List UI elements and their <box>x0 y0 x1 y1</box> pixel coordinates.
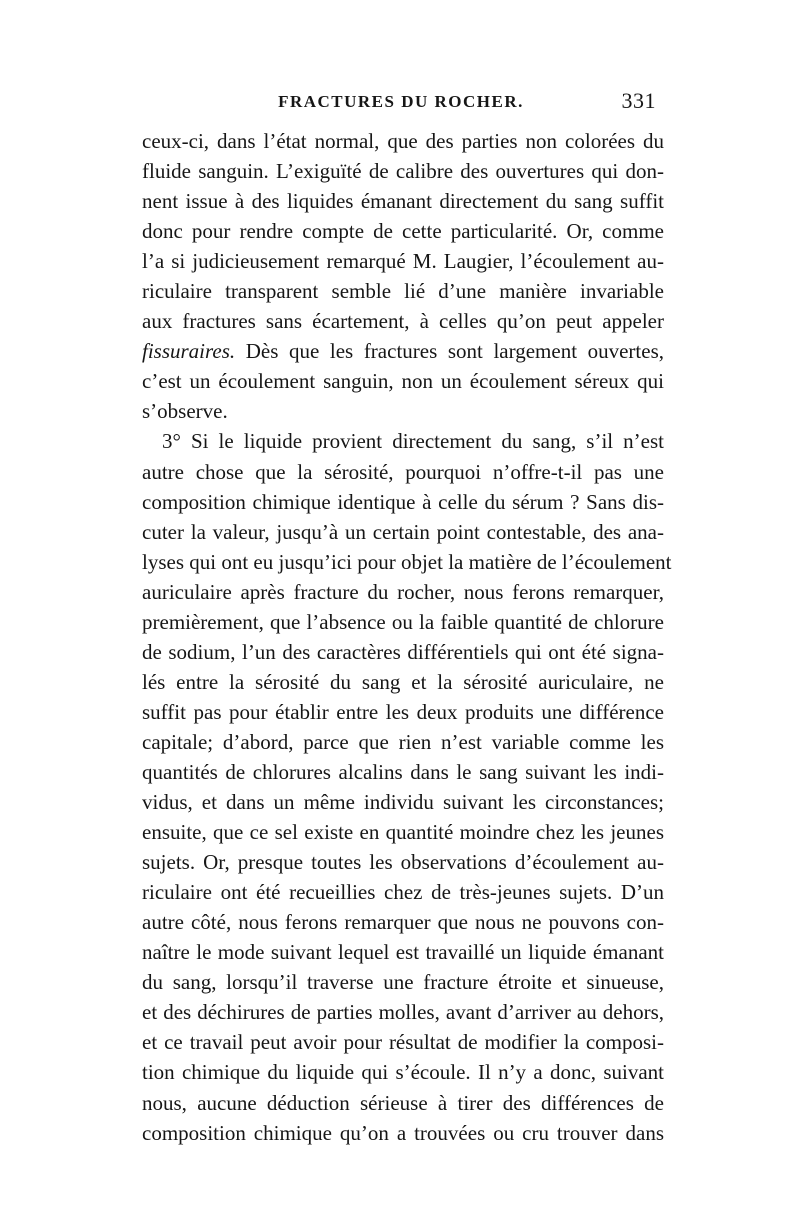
text-line: tion chimique du liquide qui s’écoule. Il n’y a donc, suivant <box>142 1060 664 1085</box>
text-line: suffit pas pour établir entre les deux produits une différence <box>142 699 664 724</box>
text-line: sujets. Or, presque toutes les observations d’écoulement au- <box>142 850 664 875</box>
text-line: nent issue à des liquides émanant directement du sang suffit <box>142 189 664 214</box>
text-line: et ce travail peut avoir pour résultat de modifier la composi- <box>142 1030 664 1055</box>
text-line: et des déchirures de parties molles, avant d’arriver au dehors, <box>142 1000 664 1025</box>
text-line: fluide sanguin. L’exiguïté de calibre des ouvertures qui don- <box>142 159 664 184</box>
text-line: l’a si judicieusement remarqué M. Laugier, l’écoulement au- <box>142 249 664 274</box>
text-line: quantités de chlorures alcalins dans le sang suivant les indi- <box>142 759 664 784</box>
paragraph-start-line: 3° Si le liquide provient directement du sang, s’il n’est <box>162 429 664 454</box>
text-line: lyses qui ont eu jusqu’ici pour objet la matière de l’écoulement <box>142 549 672 574</box>
running-head <box>142 88 660 120</box>
text-line-rest: Dès que les fractures sont largement ouvertes, <box>235 339 664 364</box>
text-line: composition chimique identique à celle du sérum ? Sans dis- <box>142 489 664 514</box>
text-line-with-italic <box>142 336 664 366</box>
text-line: vidus, et dans un même individu suivant les circonstances; <box>142 790 664 815</box>
text-line: aux fractures sans écartement, à celles qu’on peut appeler <box>142 309 664 334</box>
text-line: de sodium, l’un des caractères différentiels qui ont été signa- <box>142 639 664 664</box>
running-title: FRACTURES DU ROCHER. <box>278 92 524 111</box>
text-line: auriculaire après fracture du rocher, nous ferons remarquer, <box>142 579 664 604</box>
text-line: ceux-ci, dans l’état normal, que des parties non colorées du <box>142 129 664 153</box>
text-line: riculaire ont été recueillies chez de très-jeunes sujets. D’un <box>142 880 664 905</box>
text-line: ensuite, que ce sel existe en quantité moindre chez les jeunes <box>142 820 664 845</box>
text-line: premièrement, que l’absence ou la faible quantité de chlorure <box>142 609 664 634</box>
text-line: lés entre la sérosité du sang et la sérosité auriculaire, ne <box>142 669 664 694</box>
text-line: naître le mode suivant lequel est travaillé un liquide émanant <box>142 940 664 965</box>
paragraph-end-line: s’observe. <box>142 399 228 424</box>
body-text <box>142 126 672 1148</box>
text-line: nous, aucune déduction sérieuse à tirer des différences de <box>142 1090 664 1115</box>
text-line: capitale; d’abord, parce que rien n’est variable comme les <box>142 729 664 754</box>
text-line: du sang, lorsqu’il traverse une fracture étroite et sinueuse, <box>142 970 664 995</box>
page-number: 331 <box>621 88 656 113</box>
text-line: riculaire transparent semble lié d’une manière invariable <box>142 279 664 304</box>
text-line: autre chose que la sérosité, pourquoi n’offre-t-il pas une <box>142 459 664 484</box>
text-line: composition chimique qu’on a trouvées ou cru trouver dans <box>142 1120 664 1145</box>
text-line: c’est un écoulement sanguin, non un écoulement séreux qui <box>142 369 664 394</box>
italic-term: fissuraires. <box>142 339 236 364</box>
text-line: donc pour rendre compte de cette particularité. Or, comme <box>142 219 664 244</box>
text-line: cuter la valeur, jusqu’à un certain point contestable, des ana- <box>142 519 664 544</box>
text-line: autre côté, nous ferons remarquer que nous ne pouvons con- <box>142 910 664 935</box>
